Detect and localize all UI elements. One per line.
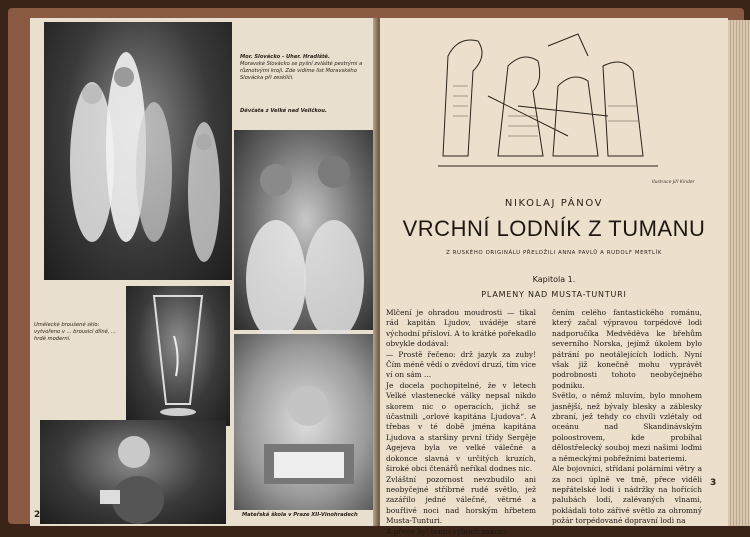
- child-figure: [40, 420, 226, 524]
- right-page: [380, 18, 728, 536]
- page-edges: [728, 20, 750, 526]
- girls-figures: [234, 130, 378, 330]
- caption-dance: [240, 54, 370, 82]
- caption-dance-title: Mor. Slovácko - Uher. Hradiště.: [240, 54, 330, 60]
- sailors-illustration: [428, 26, 668, 176]
- illustration-credit: Ilustrace Jiří Kinder: [652, 180, 695, 185]
- sailors-drawing: [428, 26, 668, 176]
- book-cover: [8, 8, 744, 536]
- translation-credit: Z RUSKÉHO ORIGINÁLU PŘELOŽILI ANNA PAVLŮ A RUDOLF MERTLÍK: [446, 250, 662, 256]
- author-name: NIKOLAJ PÁNOV: [504, 198, 604, 209]
- chapter-heading: Kapitola 1.: [532, 275, 576, 284]
- photo-folk-dance: [44, 22, 232, 280]
- section-heading: PLAMENY NAD MUSTA-TUNTURI: [481, 290, 627, 299]
- caption-dance-text: Moravské Slovácko se pyšní zvlášté pestrými a různotvými kroji. Zde vidíme list Moravského Slovácka při zesklíči.: [240, 61, 363, 81]
- folk-dance-figures: [44, 22, 232, 280]
- caption-girls: [240, 108, 370, 115]
- caption-girls-text: Děvčata z Velké nad Veličkou.: [240, 108, 327, 114]
- caption-school: [242, 512, 378, 519]
- photo-child: [40, 420, 226, 524]
- photo-girls-costume: [234, 130, 378, 330]
- caption-school-text: Mateřská škola v Praze XII-Vinohradech: [242, 512, 358, 518]
- text-column-left: Mlčení je ohradou moudrosti — tikal rád kapitán Ljudov, uváděje staré východní přísloví. A to krátké pořekadlo obvykle dodával: — Prostě řečeno: drž jazyk za zuby! Čím méně vědí o zvědoví druzí, tím více ví on sám ... Je docela pochopitelné, že v letech Velké vlastenecké války nepsal nikdo skorem nic o operacích, jichž se účastnili „orlové kapitána Ljudova“. A třebas v té době jména kapitána Ljudova a staršiny první třídy Sergěje Agejeva byla ve velké válečné a dokonce slavná v určitých kruzích, široké obci čtenářů neříkal dodnes nic. Zvláštní pozornost nevzbudilo ani neobyčejné stříbrné rudé světlo, jež zazářilo jedné válečné, větrné a bouřlivé noci nad horským hřbetem Musta-Tunturi. A přece byl tento výbuch zakon-: [386, 308, 536, 536]
- caption-glass-text: Umělecké broušené sklo: vytvořeno v ... brousicí dílně, ... hrdě moderní.: [34, 322, 117, 342]
- left-page: [30, 18, 378, 526]
- kindergarten-figure: [234, 334, 378, 510]
- page-number-left: 2: [34, 510, 41, 520]
- text-column-right: čením celého fantastického románu, který začal výpravou torpédové lodi nadporučíka Medvěděva ke břehům severního Norska, jejímž úkolem bylo pátrání po neotálejících lodích. Nyní však již konečně mohu vyprávět podrobnosti tohoto neobyčejného podniku. Světlo, o němž mluvím, bylo mnohem jasnější, než bývaly blesky a záblesky zbraní, jež tehdy co chvíli vzlétaly od oceánu nad Skandinávským poloostrovem, kde probíhal dělostřelecký souboj mezi našimi loďmi a německými pobřežními bateriemi. Ale bojovníci, střídaní polárními větry a za noci úplně ve tmě, přece viděli nepřátelské lodi i nádržky na hořících palubách lodí, zalévaných vlnami, pokládali toto zářivé světlo za ohromný požár torpédované dopravní lodi na: [552, 308, 702, 526]
- vase-drawing: [126, 286, 230, 426]
- page-number-right: 3: [710, 478, 717, 488]
- caption-glass: [34, 322, 122, 343]
- photo-kindergarten: [234, 334, 378, 510]
- story-title: VRCHNÍ LODNÍK Z TUMANU: [402, 216, 706, 241]
- photo-glass-vase: [126, 286, 230, 426]
